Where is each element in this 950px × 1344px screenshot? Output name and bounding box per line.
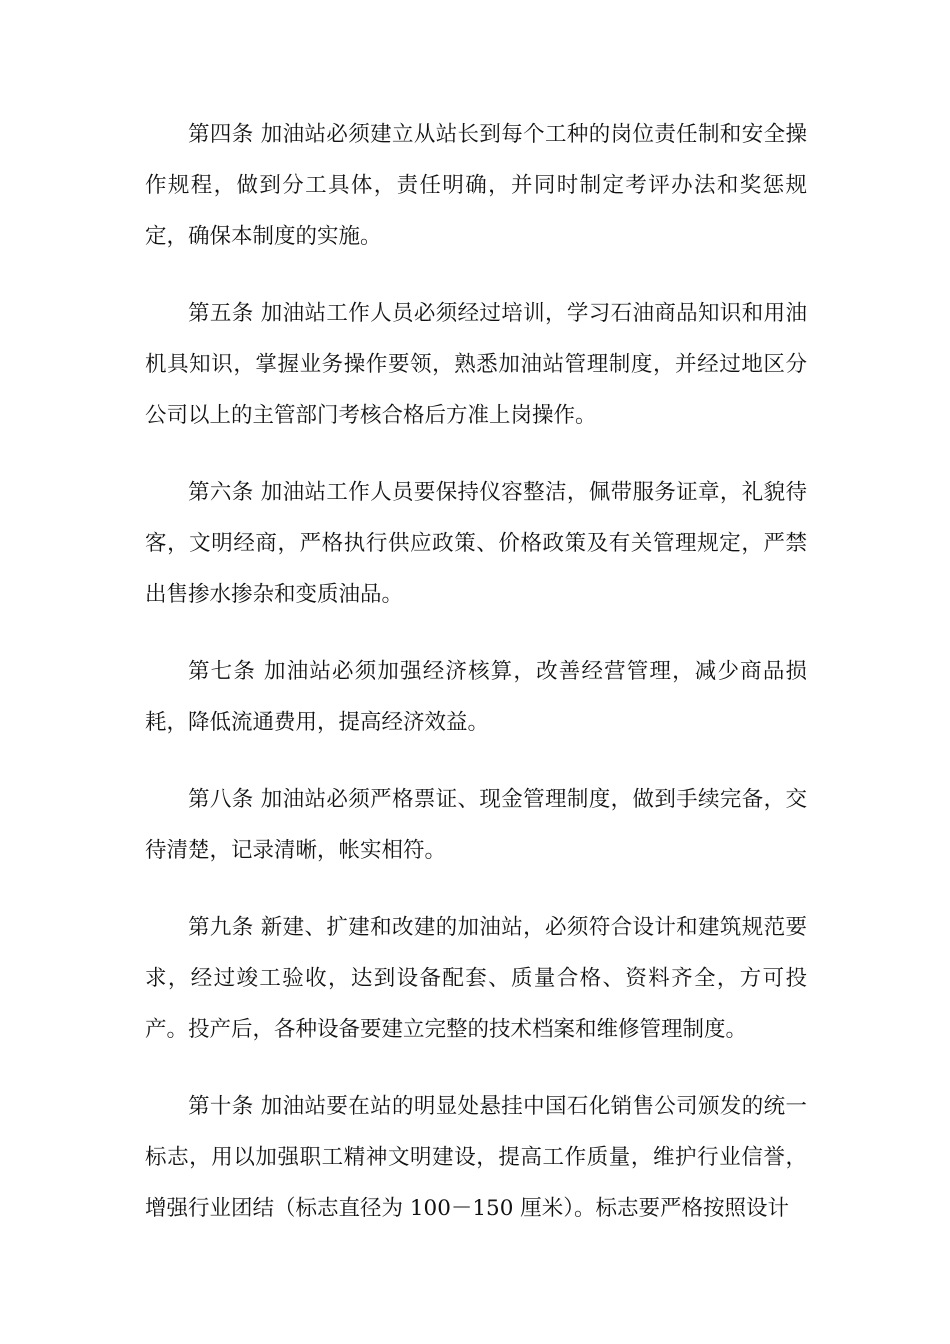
article-9: 第九条 新建、扩建和改建的加油站，必须符合设计和建筑规范要求，经过竣工验收，达到设备配套、质量合格、资料齐全，方可投产。投产后，各种设备要建立完整的技术档案和维修管理制度。 bbox=[145, 915, 807, 1042]
article-5: 第五条 加油站工作人员必须经过培训，学习石油商品知识和用油机具知识，掌握业务操作要领，熟悉加油站管理制度，并经过地区分公司以上的主管部门考核合格后方准上岗操作。 bbox=[145, 301, 807, 428]
article-4: 第四条 加油站必须建立从站长到每个工种的岗位责任制和安全操作规程，做到分工具体，责任明确，并同时制定考评办法和奖惩规定，确保本制度的实施。 bbox=[145, 122, 807, 249]
document-body bbox=[145, 109, 807, 1260]
article-10: 第十条 加油站要在站的明显处悬挂中国石化销售公司颁发的统一标志，用以加强职工精神文明建设，提高工作质量，维护行业信誉，增强行业团结（标志直径为 100－150 厘米）。标志要严格按照设计 bbox=[145, 1094, 807, 1221]
article-7: 第七条 加油站必须加强经济核算，改善经营管理，减少商品损耗，降低流通费用，提高经济效益。 bbox=[145, 659, 807, 735]
article-6: 第六条 加油站工作人员要保持仪容整洁，佩带服务证章，礼貌待客，文明经商，严格执行供应政策、价格政策及有关管理规定，严禁出售掺水掺杂和变质油品。 bbox=[145, 480, 807, 607]
article-8: 第八条 加油站必须严格票证、现金管理制度，做到手续完备，交待清楚，记录清晰，帐实相符。 bbox=[145, 787, 807, 863]
